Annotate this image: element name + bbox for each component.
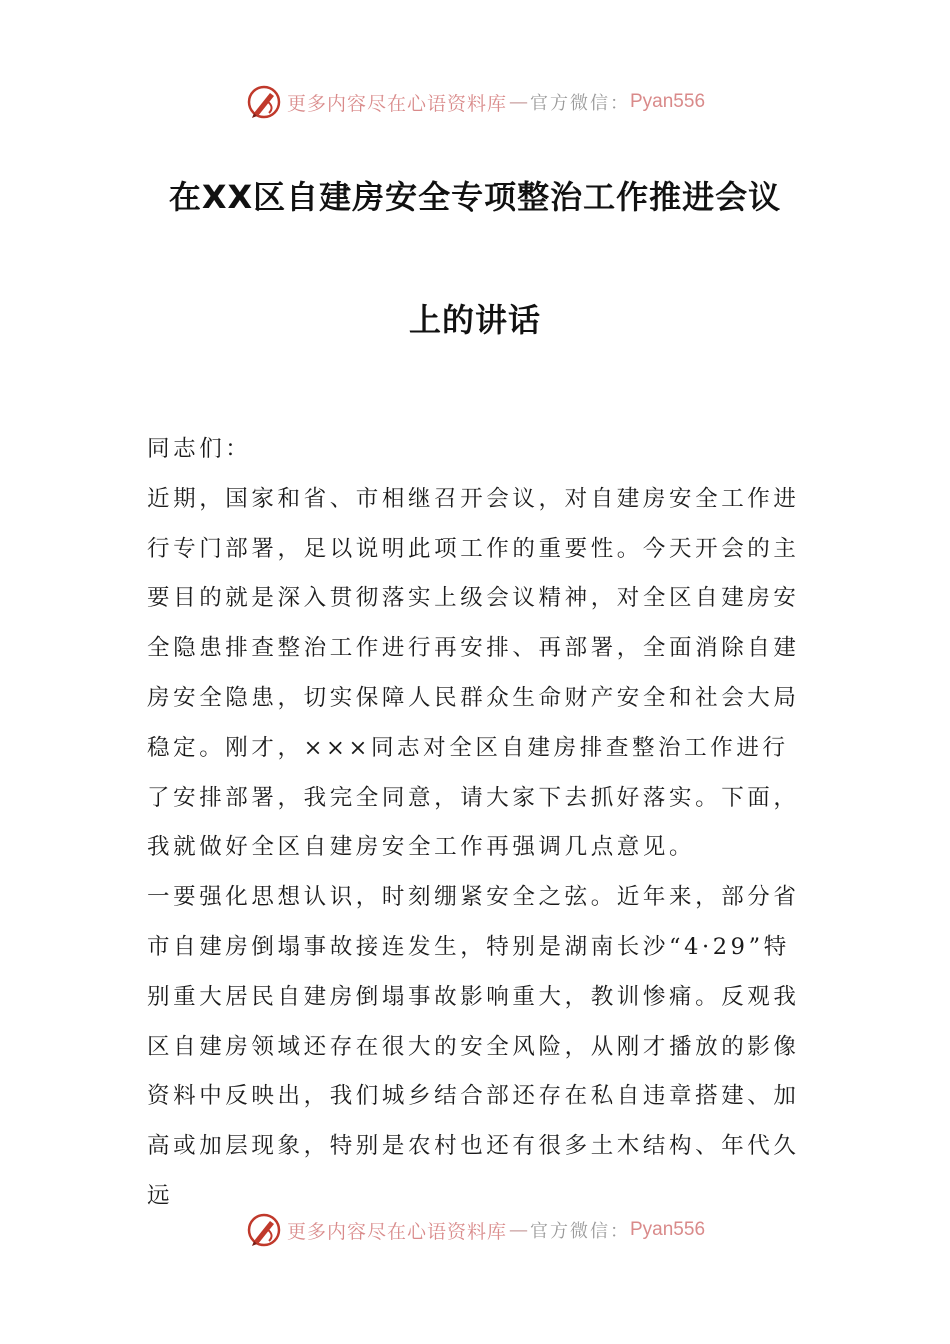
header-banner [0, 82, 950, 122]
banner-wechat-id: Pyan556 [630, 91, 706, 112]
footer-banner [0, 1210, 950, 1250]
salutation: 同志们： [147, 436, 252, 462]
banner-dash: — [509, 91, 528, 113]
banner-brand-text: 更多内容尽在心语资料库 [286, 1220, 507, 1243]
banner-wechat-label: 官方微信： [530, 93, 630, 114]
banner-dash: — [509, 1219, 528, 1241]
pen-logo-icon [245, 83, 283, 121]
banner-wechat-label: 官方微信： [530, 1221, 630, 1242]
pen-logo-icon [245, 1211, 283, 1249]
document-title-line-1: 在XX区自建房安全专项整治工作推进会议 [168, 178, 782, 216]
document-body [147, 425, 803, 1222]
banner-brand-text: 更多内容尽在心语资料库 [286, 92, 507, 115]
body-paragraph-1: 近期，国家和省、市相继召开会议，对自建房安全工作进行专门部署，足以说明此项工作的重要性。今天开会的主要目的就是深入贯彻落实上级会议精神，对全区自建房安全隐患排查整治工作进行再安排、再部署，全面消除自建房安全隐患，切实保障人民群众生命财产安全和社会大局稳定。刚才，×××同志对全区自建房排查整治工作进行了安排部署，我完全同意，请大家下去抓好落实。下面，我就做好全区自建房安全工作再强调几点意见。 [147, 485, 800, 861]
banner-wechat-id: Pyan556 [630, 1219, 706, 1240]
document-title-line-2: 上的讲话 [408, 301, 541, 339]
body-paragraph-2: 一要强化思想认识，时刻绷紧安全之弦。近年来，部分省市自建房倒塌事故接连发生，特别是湖南长沙“4·29”特别重大居民自建房倒塌事故影响重大，教训惨痛。反观我区自建房领域还存在很大的安全风险，从刚才播放的影像资料中反映出，我们城乡结合部还存在私自违章搭建、加高或加层现象，特别是农村也还有很多土木结构、年代久远 [147, 884, 800, 1209]
